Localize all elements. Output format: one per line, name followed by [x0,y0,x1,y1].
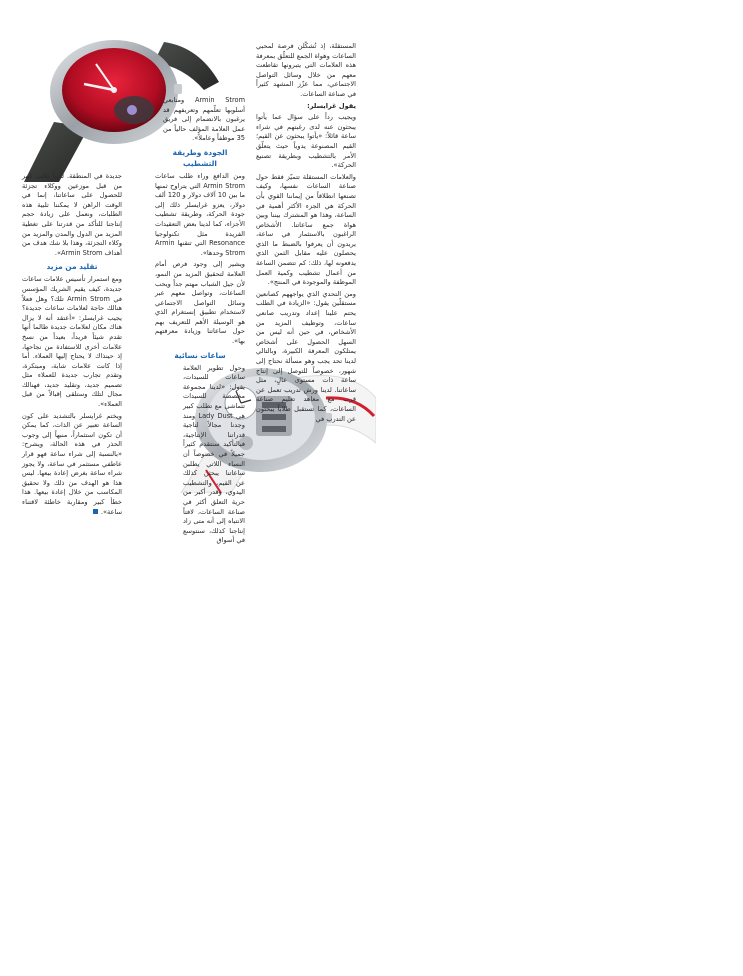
paragraph: ومن التحدي الذي يواجههم كصانعين مستقلّين يقول: «الزيادة في الطلب يحتم علينا إعداد وتدريب صانعي ساعات، وتوظيف المزيد من الأشخاص، في حين أنه ليس من السهل الحصول على أشخاص يمتلكون المعرفة الكبيرة، وبالتالي لدينا تحد يجب وهو مسألة نحتاج إلى شهور، خصوصاً للتوصل إلى إنتاج ساعة ذات مستوى عالٍ، مثل ساعاتنا. لدينا ورش تدريب تعمل عن قرب مع معاهد تعليم صناعة الساعات، كما تستقبل طلاباً يبحثون عن التدرب في [256,289,356,423]
paragraph: ومن الدافع وراء طلب ساعات Armin Strom التي يتراوح ثمنها ما بين 10 آلاف دولار و 120 ألف دولار، يعزو غرايسلر ذلك إلى جودة الحركة، وطريقة تشطيب الأجزاء، كما لدينا بعض التعقيدات الفريدة مثل تكنولوجيا Resonance التي تتقنها Armin Strom وحدها». [155,171,246,257]
paragraph: والعلامات المستقلة تتميّز فقط حول صناعة الساعات نفسها، وكيف تصنعها انطلاقاً من إيماننا القوي بأن الحركة هي الجزء الأكثر أهمية في الساعة، وهذا هو المشترك بيننا وبين هواة جمع ساعاتنا. الأشخاص الراغبون بالاستثمار في ساعة، يريدون أن يعرفوا بالضبط ما الذي يحصلون عليه مقابل الثمن الذي يدفعونه لها، ذلك: كم تتضمن الساعة من أعمال تشطيب وكمية العمل الموظفة والموجودة في المنتج». [256,172,356,287]
article-end-mark [93,509,98,514]
section-heading-tradition: تقليد من مزيد [46,262,98,272]
quote-attribution: يقول غرايسلر: [307,101,356,110]
article-column-right [256,42,356,426]
paragraph: وحول تطوير العلامة ساعات للسيدات، يقول: «لدينا مجموعة مخصصة للسيدات تتماشى مع تطلب كبير هي Lady Dust ومنذ وجدنا مجالاً لتاجية قدراتنا الإنتاجية، فبالتأكيد سنتقدم كثيراً جميلاً في خصوصاً أن النساء اللاتي يطلبن ساعاتنا يبحثن كذلك عن القيم، والتشطيب اليدوي، وقدر أكبر من حرية التعلق أكثر في صناعة الساعات، لافتاً الانتباه إلى أنه متى زاد إنتاجنا كذلك، سنتوسع في أسواق [183,363,245,545]
paragraph: ويجيب رداً على سؤال عما يأتوا يبحثون عنه لدى رغبتهم في شراء ساعة قائلاً: «يأتوا يبحثون عن القيم؛ القيم المصنوعة يدوياً حيث يتعلّق الأمر بالتشطيب وبطريقة تصنيع الحركة». [256,113,356,170]
article-column-middle [155,96,245,548]
paragraph [22,412,122,518]
section-heading-quality: الجودة وطريقة التشطيب [172,147,228,168]
paragraph: المستقلة، إذ تُشكّلن فرصة لمحبي الساعات وهواة الجمع للتعلّق بمعرفة هذه العلامات التي يتبرونها تقاطعت معهم من خلال وسائل التواصل الاجتماعي، مما عزّز المشهد كثيراً في صناعة الساعات. [256,42,356,98]
closing-paragraph-text: ويختم غرايسلر بالتشديد على كون الساعة تعبير عن الذات، كما يمكن أن تكون استثماراً، منبهاً إلى وجوب الحذر في هذه الحالة، ويشرح: «بالنسبة إلى شراء ساعة فهو قرار عاطفي مستثمر في ساعة، ولا يجوز شراء ساعة بغرض إعادة بيعها. ليس هذا هو الهدف من ذلك ولا تحقيق المكاسب من خلال إعادة بيعها. هذا خطأ كبير ومقاربة خاطئة لاقتناء ساعة». [22,411,122,516]
paragraph: ويشير إلى وجود فرص أمام العلامة لتحقيق المزيد من النمو، لأن جيل الشباب مهتم جداً ويحب الساعات، وتواصل معهم عبر وسائل التواصل الاجتماعي لاستخدام تطبيق إنستغرام الذي هو الوسيلة الأهم للتعريف بهم حول ساعاتنا وزيادة معرفتهم بها». [155,260,245,346]
article-column-left [22,172,122,519]
paragraph: ومع استمرار تأسيس علامات ساعات جديدة، كيف يقيم الشريك المؤسس في Armin Strom تلك؟ وهل فعلاً هنالك حاجة لعلامات ساعات جديدة؟ يجيب غرايسلر: «أعتقد أنه لا يزال هناك مكان لعلامات جديدة طالما أنها تقدم شيئاً فريداً، بعيداً من نسخ علامات أخرى للاستفادة من نجاحها، إذ حينذاك لا يحتاج إليها العملاء. أما إذا كانت علامات شابة، ومبتكرة، وتقدم تجارب جديدة للعملاء مثل تصميم جديد، وتقليد جديد، فهنالك مجال لتلك وستلقى إقبالاً من قبل العملاء». [22,275,122,409]
section-heading-women-watches: ساعات نسائية [174,350,226,360]
paragraph: جديدة في المنطقة. لدينا طلب كبير من قبل موزعين ووكلاء تجزئة للحصول على ساعاتنا، إنما في الوقت الراهن لا يمكننا تلبية هذه الطلبات، ونعمل على زيادة حجم إنتاجنا للتأكد من قدرتنا على تغطية المزيد من الدول والمدن والمزيد من وكلاء التجزئة، وهذا بلا شك هدف من أهداف Armin Strom». [22,172,122,257]
image-caption: Armin Strom ومتابعي أسلوبها تعلّمهم وتعريفهم قد يرغبون بالانضمام إلى فريق عمل العلامة المؤلف حالياً من 35 موظفاً وعاملاً». [163,96,245,143]
